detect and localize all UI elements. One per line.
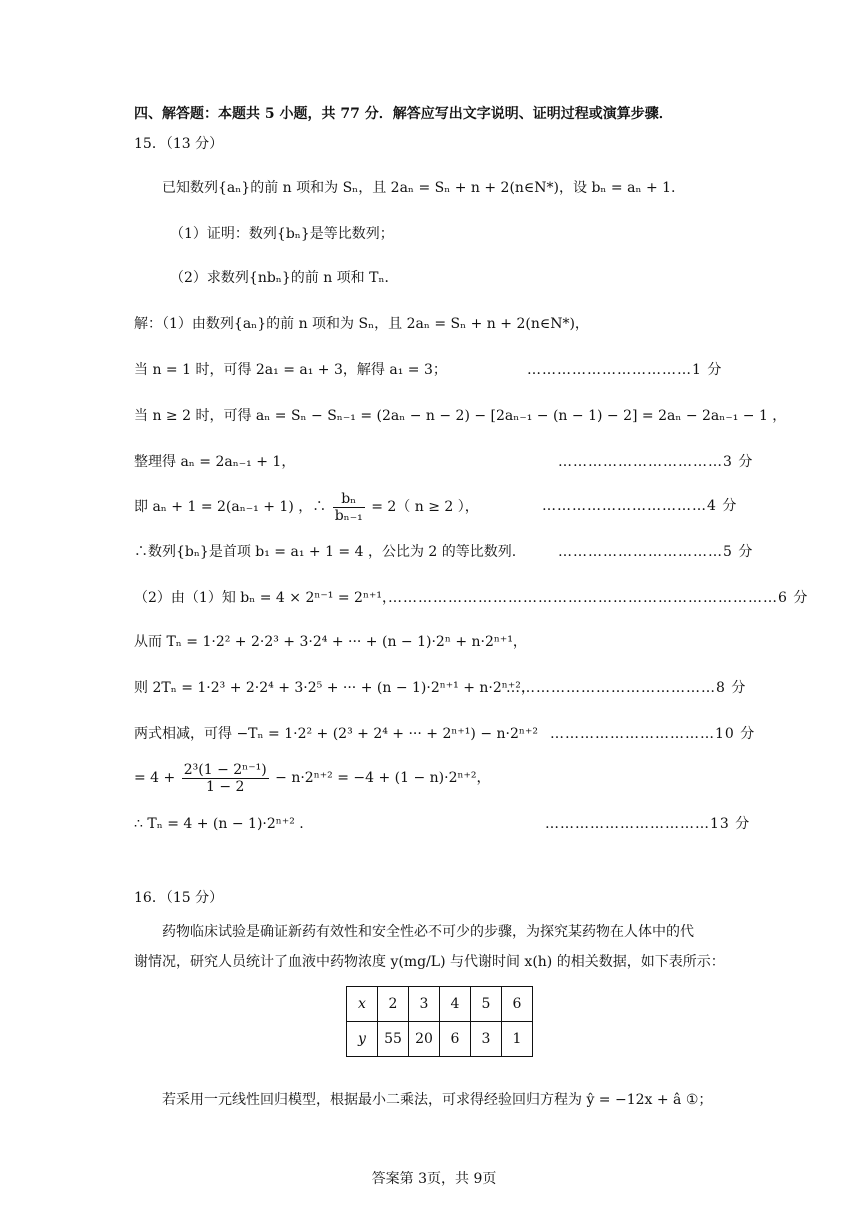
fraction-numerator: 2³(1 − 2ⁿ⁻¹) <box>183 761 267 778</box>
page-footer: 答案第 3页，共 9页 <box>371 1171 497 1187</box>
table-cell: 55 <box>378 1022 409 1057</box>
line-text: = 2（ n ≥ 2 ）， <box>371 499 479 515</box>
q16-title: 16．（15 分） <box>134 890 224 906</box>
table-row <box>347 1022 533 1057</box>
solution-line: 整理得 aₙ = 2aₙ₋₁ + 1， <box>134 454 296 470</box>
solution-line <box>134 760 491 796</box>
fraction-denominator: bₙ₋₁ <box>334 507 363 524</box>
table-cell: 3 <box>471 1022 502 1057</box>
solution-line: ∴ Tₙ = 4 + (n − 1)·2ⁿ⁺² . <box>134 816 304 832</box>
score-marker: ……………………………4 分 <box>542 498 738 514</box>
line-text: − n·2ⁿ⁺² = −4 + (1 − n)·2ⁿ⁺²， <box>275 770 491 786</box>
table-row <box>347 987 533 1022</box>
table-cell: 4 <box>440 987 471 1022</box>
solution-line: 则 2Tₙ = 1·2³ + 2·2⁴ + 3·2⁵ + ··· + (n − 1)·2ⁿ⁺¹ + n·2ⁿ⁺²， <box>134 680 535 696</box>
line-text: = 4 + <box>134 770 176 786</box>
q16-paragraph: 药物临床试验是确证新药有效性和安全性必不可少的步骤，为探究某药物在人体中的代 <box>162 924 694 940</box>
table-cell: y <box>347 1022 378 1057</box>
table-cell: 3 <box>409 987 440 1022</box>
fraction <box>333 491 365 524</box>
score-marker: ……………………………………………………………………6 分 <box>388 590 809 606</box>
q15-title: 15．（13 分） <box>134 136 224 152</box>
table-cell: 5 <box>471 987 502 1022</box>
score-marker: ……………………………13 分 <box>545 816 751 832</box>
section-heading: 四、解答题：本题共 5 小题，共 77 分．解答应写出文字说明、证明过程或演算步骤． <box>134 106 673 122</box>
score-marker: ……………………………1 分 <box>527 362 723 378</box>
solution-line: 解：（1）由数列{aₙ}的前 n 项和为 Sₙ，且 2aₙ = Sₙ + n + 2(n∈N*)， <box>134 316 589 332</box>
fraction-denominator: 1 − 2 <box>205 778 245 795</box>
q16-paragraph: 若采用一元线性回归模型，根据最小二乘法，可求得经验回归方程为 ŷ = −12x + â ①； <box>162 1092 713 1108</box>
data-table <box>346 986 533 1057</box>
table-cell: 2 <box>378 987 409 1022</box>
score-marker: ……………………………………8 分 <box>506 680 747 696</box>
line-text: 即 aₙ + 1 = 2(aₙ₋₁ + 1) ，∴ <box>134 499 327 515</box>
table-cell: 6 <box>440 1022 471 1057</box>
solution-line: ∴数列{bₙ}是首项 b₁ = a₁ + 1 = 4 ，公比为 2 的等比数列. <box>134 544 517 560</box>
solution-line: 从而 Tₙ = 1·2² + 2·2³ + 3·2⁴ + ··· + (n − 1)·2ⁿ + n·2ⁿ⁺¹， <box>134 634 527 650</box>
score-marker: ……………………………10 分 <box>550 726 756 742</box>
q15-statement: 已知数列{aₙ}的前 n 项和为 Sₙ，且 2aₙ = Sₙ + n + 2(n∈N*)，设 bₙ = aₙ + 1. <box>162 180 676 196</box>
fraction-numerator: bₙ <box>333 491 365 508</box>
fraction <box>182 762 269 795</box>
table-cell: 20 <box>409 1022 440 1057</box>
solution-line: 当 n = 1 时，可得 2a₁ = a₁ + 3，解得 a₁ = 3； <box>134 362 447 378</box>
score-marker: ……………………………5 分 <box>558 544 754 560</box>
solution-line: 当 n ≥ 2 时，可得 aₙ = Sₙ − Sₙ₋₁ = (2aₙ − n − 2) − [2aₙ₋₁ − (n − 1) − 2] = 2aₙ − 2aₙ₋₁ − 1 ， <box>134 408 787 424</box>
table-cell: 6 <box>502 987 533 1022</box>
q15-part2: （2）求数列{nbₙ}的前 n 项和 Tₙ． <box>170 270 399 286</box>
score-marker: ……………………………3 分 <box>558 454 754 470</box>
solution-line: （2）由（1）知 bₙ = 4 × 2ⁿ⁻¹ = 2ⁿ⁺¹， <box>134 590 397 606</box>
solution-line <box>134 490 479 524</box>
table-cell: x <box>347 987 378 1022</box>
q15-part1: （1）证明：数列{bₙ}是等比数列； <box>170 226 394 242</box>
table-cell: 1 <box>502 1022 533 1057</box>
solution-line: 两式相减，可得 −Tₙ = 1·2² + (2³ + 2⁴ + ··· + 2ⁿ⁺¹) − n·2ⁿ⁺² <box>134 726 538 742</box>
q16-paragraph: 谢情况，研究人员统计了血液中药物浓度 y(mg/L) 与代谢时间 x(h) 的相关数据，如下表所示： <box>134 954 725 970</box>
